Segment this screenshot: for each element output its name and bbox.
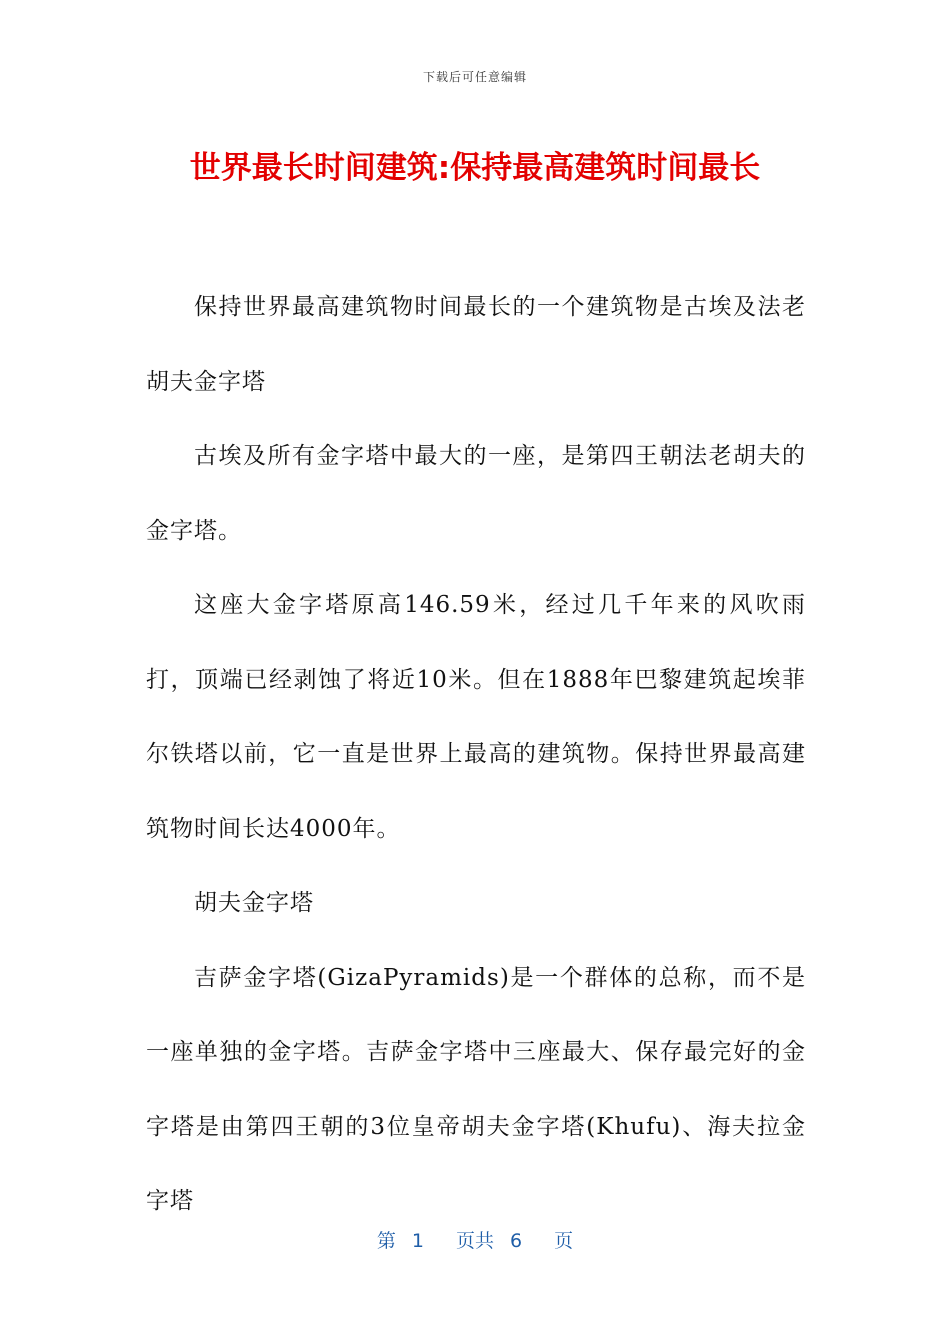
footer-total-pages: 6 <box>510 1230 523 1252</box>
footer-prefix: 第 <box>376 1230 396 1252</box>
footer-middle: 页共 <box>455 1230 494 1252</box>
paragraph: 吉萨金字塔(GizaPyramids)是一个群体的总称，而不是一座单独的金字塔。吉萨金字塔中三座最大、保存最完好的金字塔是由第四王朝的3位皇帝胡夫金字塔(Khufu)、海夫拉金字塔 <box>146 964 806 1214</box>
footer-page-number: 1 <box>411 1230 424 1252</box>
document-title: 世界最长时间建筑:保持最高建筑时间最长 <box>189 150 761 186</box>
document-body <box>146 270 806 1239</box>
paragraph: 古埃及所有金字塔中最大的一座，是第四王朝法老胡夫的金字塔。 <box>146 443 806 544</box>
paragraph: 这座大金字塔原高146.59米，经过几千年来的风吹雨打，顶端已经剥蚀了将近10米。但在1888年巴黎建筑起埃菲尔铁塔以前，它一直是世界上最高的建筑物。保持世界最高建筑物时间长达4000年。 <box>146 592 806 842</box>
header-note: 下载后可任意编辑 <box>422 70 527 84</box>
page-footer <box>0 1226 950 1253</box>
footer-suffix: 页 <box>554 1230 574 1252</box>
paragraph: 保持世界最高建筑物时间最长的一个建筑物是古埃及法老胡夫金字塔 <box>146 294 806 395</box>
paragraph: 胡夫金字塔 <box>194 890 314 916</box>
